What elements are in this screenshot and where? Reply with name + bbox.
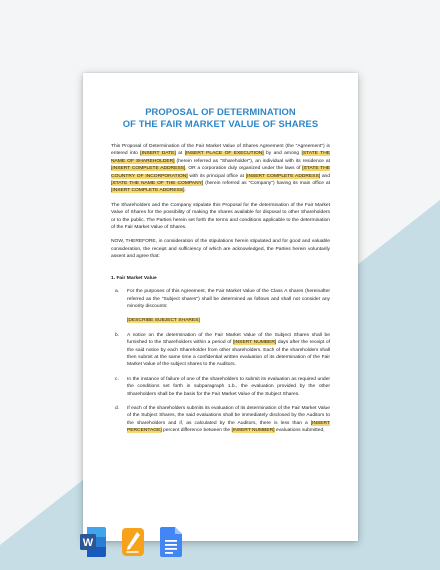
placeholder-highlight: [STATE THE NAME OF THE COMPANY] — [111, 181, 204, 187]
placeholder-highlight: [INSERT DATE] — [140, 151, 176, 157]
item-label: b. — [115, 332, 120, 338]
item-label: d. — [115, 405, 120, 411]
text-segment: (herein referred as "Company") having its main office at — [203, 181, 331, 187]
title-line-2: OF THE FAIR MARKET VALUE OF SHARES — [122, 117, 319, 129]
list-item — [111, 376, 330, 398]
document-body — [111, 143, 330, 442]
text-segment: This Proposal of Determination of the Fair Market Value of Shares Agreement (the "Agreement") is entered into — [111, 144, 330, 157]
placeholder-highlight: [INSERT NUMBER] — [231, 428, 275, 434]
list-item — [111, 288, 330, 310]
placeholder-highlight: [STATE THE COUNTRY OF INCORPORATION] — [111, 166, 331, 179]
describe-placeholder — [127, 317, 330, 324]
document-page — [83, 73, 358, 541]
text-segment: If each of the shareholders submits its evaluation of its determination of the Fair Market Value of the Subject Shares, the said evaluations shall be immediately disclosed by the Auditors to the shareholders and if, as calculated by the Auditors, there is less than a — [127, 405, 330, 426]
paragraph-3: NOW, THEREFORE, in consideration of the stipulations herein stipulated and for good and valuable consideration, the receipt and sufficiency of which are acknowledged, the Parties herein voluntarily assent and agree that: — [111, 239, 330, 260]
placeholder-highlight: [INSERT NUMBER] — [232, 340, 277, 346]
section-heading: 1. Fair Market Value — [111, 275, 157, 281]
text-segment: with its principal office at — [187, 173, 246, 179]
placeholder-highlight: [INSERT COMPLETE ADDRESS] — [111, 166, 186, 172]
document-title — [83, 106, 358, 129]
text-segment: days after the receipt of the said notice by each Shareholder from other shareholders. Each of the shareholders shall then submit at the same time a confidential written evaluation of its determination of the Fair Market Value of the subject shares to the Auditors. — [127, 340, 331, 368]
text-segment: by and among — [263, 151, 302, 157]
text-segment: . — [184, 188, 186, 194]
placeholder-highlight: [STATE THE NAME OF SHAREHOLDER] — [111, 151, 330, 164]
google-docs-icon[interactable] — [156, 525, 186, 559]
item-label: a. — [115, 289, 120, 295]
word-icon[interactable] — [78, 525, 108, 559]
placeholder-highlight: [INSERT PLACE OF EXECUTION] — [184, 151, 264, 157]
placeholder-highlight: [INSERT COMPLETE ADDRESS] — [245, 173, 321, 179]
item-text — [127, 332, 330, 369]
text-segment: at — [175, 151, 185, 157]
text-segment: , OR a corporation duly organized under the laws of — [185, 166, 303, 172]
item-text: For the purposes of this Agreement, the Fair Market Value of the Class A shares (hereinafter referred as the "Subject shares") shall be determined as follows and shall not consider any minority discounts: — [127, 289, 330, 309]
list-item — [111, 332, 330, 369]
text-segment: percent difference between the — [161, 428, 232, 434]
item-text: In the instance of failure of one of the shareholders to submit its evaluation as required under the conditions set forth in subparagraph 1.b., the evaluation provided by the other Shareholders shall be the basis for the Fair Market Value of the Subject Shares. — [127, 376, 330, 397]
title-line-1: PROPOSAL OF DETERMINATION — [145, 106, 296, 117]
paragraph-2: The Shareholders and the Company stipulate this Proposal for the determination of the Fair Market Value of Shares for the possibility of making the shares available for disposal to other Shareholders or to the public. The Parties herein set forth the terms and conditions applicable to the determination of the Fair Market Value of Shares. — [111, 202, 330, 231]
pages-icon[interactable] — [118, 525, 148, 559]
text-segment: evaluations submitted, — [274, 428, 325, 434]
placeholder-highlight: [DESCRIBE SUBJECT SHARES] — [127, 318, 200, 324]
item-label: c. — [115, 376, 119, 382]
text-segment: A notice on the determination of the Fair Market Value of the Subject Shares shall be furnished to the Shareholders within a period of — [127, 332, 330, 346]
intro-paragraph — [111, 143, 330, 195]
text-segment: (herein referred as "Shareholder"), an individual with its residence at — [174, 158, 330, 164]
item-text — [127, 405, 330, 435]
svg-text:W: W — [82, 537, 94, 549]
list-item — [111, 405, 330, 435]
text-segment: and — [320, 173, 330, 179]
placeholder-highlight: [INSERT PERCENTAGE] — [127, 420, 330, 434]
placeholder-highlight: [INSERT COMPLETE ADDRESS] — [111, 188, 185, 194]
